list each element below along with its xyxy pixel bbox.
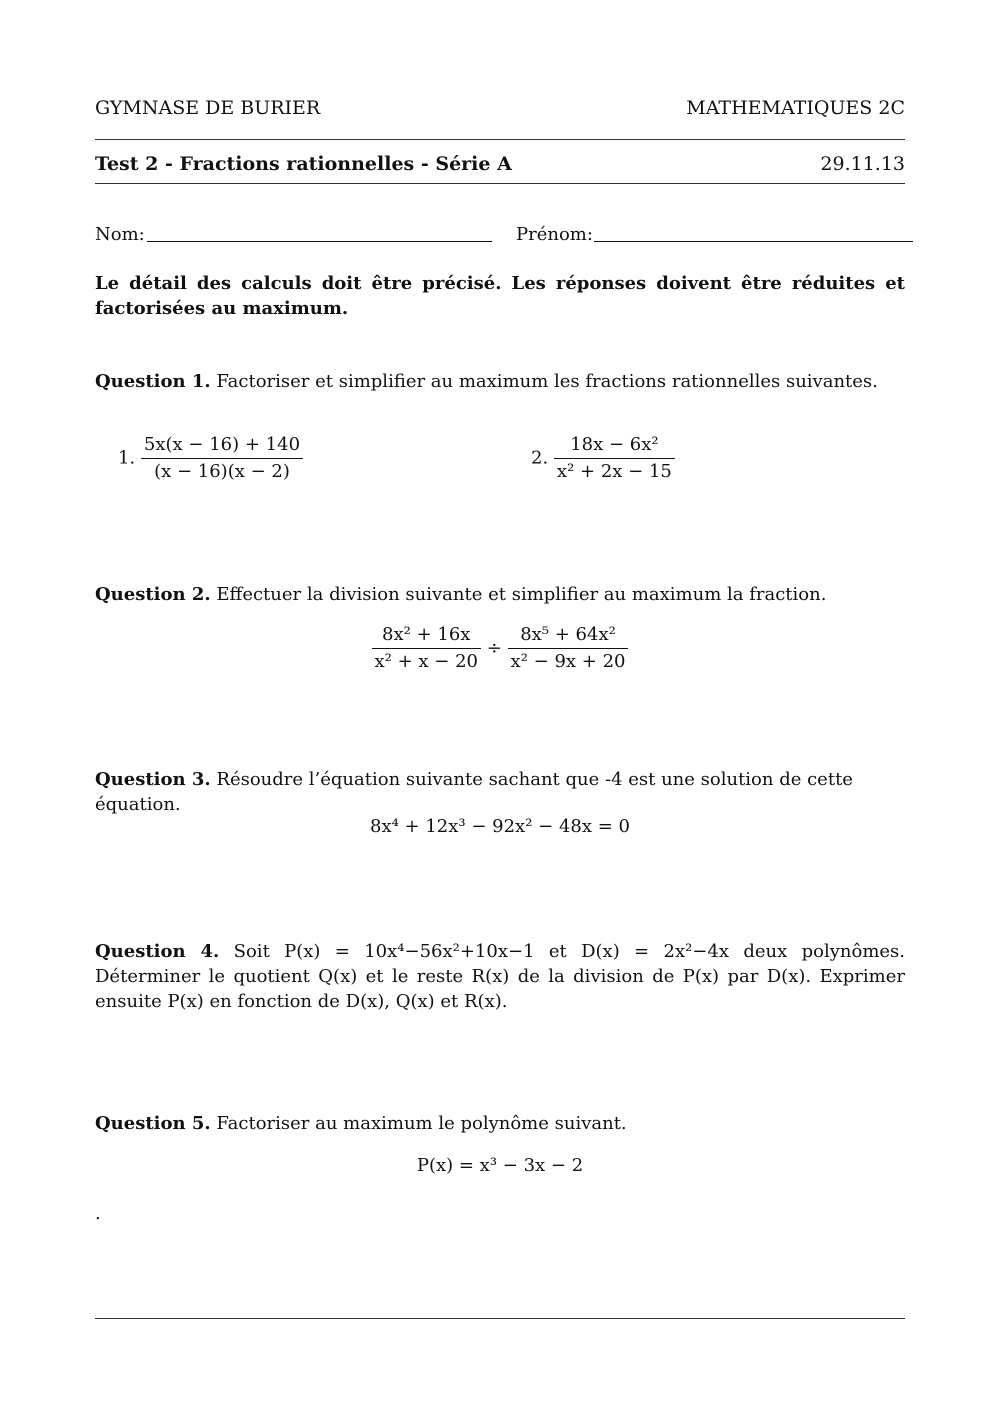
instructions: Le détail des calculs doit être précisé. Les réponses doivent être réduites et factorisées au maximum.	[95, 273, 905, 319]
trailing-period: .	[95, 1203, 101, 1224]
q1-item-2-numerator: 18x − 6x²	[570, 434, 659, 455]
prenom-field[interactable]	[594, 241, 913, 242]
question-1	[95, 369, 905, 394]
question-4-text: Soit P(x) = 10x⁴−56x²+10x−1 et D(x) = 2x²−4x deux polynômes. Déterminer le quotient Q(x) et le reste R(x) de la division de P(x) par D(x). Exprimer ensuite P(x) en fonction de D(x), Q(x) et R(x).	[95, 941, 905, 1012]
header-rule-bottom	[95, 183, 905, 184]
q2-expression	[0, 622, 1000, 675]
test-date: 29.11.13	[820, 153, 905, 175]
q1-item-2	[531, 432, 675, 485]
question-1-label: Question 1.	[95, 371, 211, 392]
q3-equation: 8x⁴ + 12x³ − 92x² − 48x = 0	[370, 816, 630, 837]
question-4	[95, 939, 905, 1014]
question-2-text: Effectuer la division suivante et simplifier au maximum la fraction.	[216, 584, 827, 605]
q2-right-numerator: 8x⁵ + 64x²	[520, 624, 616, 645]
question-5-text: Factoriser au maximum le polynôme suivant.	[216, 1113, 627, 1134]
question-5-label: Question 5.	[95, 1113, 211, 1134]
q1-item-2-denominator: x² + 2x − 15	[556, 461, 672, 482]
q1-item-1-number: 1.	[118, 447, 136, 469]
nom-field[interactable]	[147, 241, 492, 242]
nom-label: Nom:	[95, 224, 145, 245]
q2-right-denominator: x² − 9x + 20	[510, 651, 626, 672]
question-1-text: Factoriser et simplifier au maximum les fractions rationnelles suivantes.	[216, 371, 878, 392]
prenom-label: Prénom:	[516, 224, 593, 245]
question-2	[95, 582, 905, 607]
q1-item-1-numerator: 5x(x − 16) + 140	[143, 434, 301, 455]
q2-left-denominator: x² + x − 20	[374, 651, 478, 672]
q1-item-2-number: 2.	[531, 447, 549, 469]
question-3-text: Résoudre l’équation suivante sachant que -4 est une solution de cette équation.	[95, 769, 853, 815]
school-name: GYMNASE DE BURIER	[95, 97, 321, 119]
q2-left-numerator: 8x² + 16x	[382, 624, 471, 645]
question-5	[95, 1111, 905, 1136]
q1-item-1-denominator: (x − 16)(x − 2)	[154, 461, 290, 482]
question-2-label: Question 2.	[95, 584, 211, 605]
q2-operator: ÷	[486, 637, 502, 659]
q1-item-2-fraction	[554, 432, 675, 485]
question-3	[95, 767, 905, 817]
test-title: Test 2 - Fractions rationnelles - Série A	[95, 153, 512, 175]
header-rule-top	[95, 139, 905, 140]
q1-item-1-fraction	[141, 432, 303, 485]
question-3-label: Question 3.	[95, 769, 211, 790]
q2-right-fraction	[508, 622, 629, 675]
question-4-label: Question 4.	[95, 941, 220, 962]
q1-item-1	[118, 432, 303, 485]
q2-left-fraction	[372, 622, 481, 675]
q5-equation: P(x) = x³ − 3x − 2	[416, 1155, 584, 1176]
footer-rule	[95, 1318, 905, 1319]
subject-name: MATHEMATIQUES 2C	[686, 97, 905, 119]
